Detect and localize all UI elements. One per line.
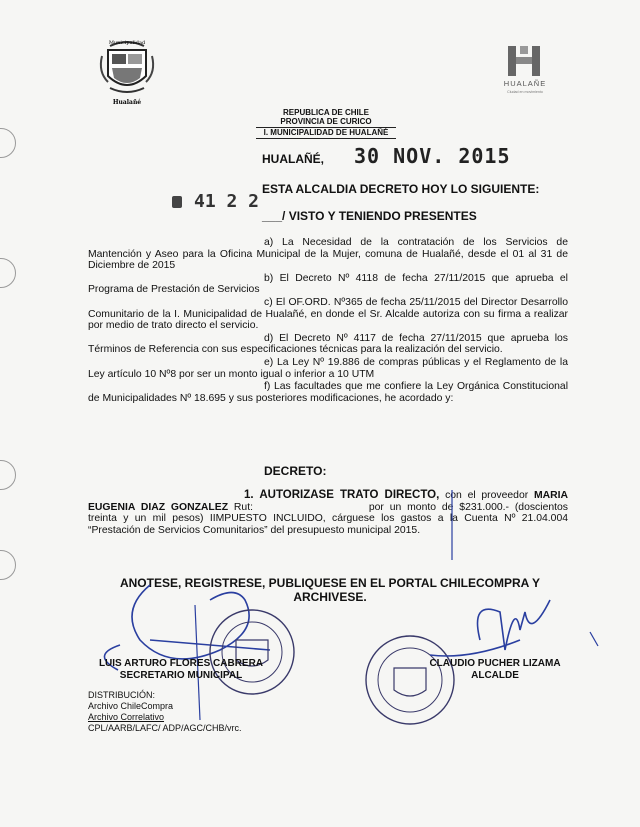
date-stamp: 30 NOV. 2015 <box>354 144 511 168</box>
header-municipality: I. MUNICIPALIDAD DE HUALAÑÉ <box>263 128 389 137</box>
secretario-title: SECRETARIO MUNICIPAL <box>119 670 243 681</box>
date-label: HUALAÑÉ, <box>262 152 324 166</box>
rut-label: Rut: <box>228 501 253 513</box>
alcalde-name: CLAUDIO PUCHER LIZAMA <box>429 658 561 669</box>
consideration-a: a) La Necesidad de la contratación de los Servicios de Mantención y Aseo para la Oficina Municipal de la Mujer, comuna de Hualañé, desde el 01 al 31 de Diciembre de 2015 <box>88 237 568 272</box>
consideration-b: b) El Decreto Nº 4118 de fecha 27/11/2015 que aprueba el Programa de Prestación de Servicios <box>88 272 568 296</box>
right-signature <box>430 600 550 656</box>
header-province: PROVINCIA DE CURICO <box>280 117 372 126</box>
decree-number: 41 2 2 <box>194 191 260 212</box>
svg-text:HUALAÑE: HUALAÑE <box>503 79 547 88</box>
consideration-e: e) La Ley Nº 19.886 de compras públicas y el Reglamento de la Ley artículo 10 Nº8 por ser un monto igual o inferior a 10 UTM <box>88 356 568 380</box>
distribution-list <box>88 690 242 734</box>
provider-name: MARIA EUGENIA DIAZ GONZALEZ <box>88 490 569 513</box>
distribution-item: Archivo Correlativo <box>88 712 165 722</box>
resolution-text-1: con el proveedor <box>439 490 534 501</box>
alcalde-title: ALCALDE <box>471 670 519 681</box>
resolution-number: 1. <box>244 489 254 501</box>
visto-heading: ___/ VISTO Y TENIENDO PRESENTES <box>262 209 477 223</box>
consideration-d: d) El Decreto Nº 4117 de fecha 27/11/2015 que aprueba los Términos de Referencia con sus especificaciones técnicas para la realización del servicio. <box>88 332 568 356</box>
signatory-left <box>96 658 266 682</box>
intro-line: ESTA ALCALDIA DECRETO HOY LO SIGUIENTE: <box>262 182 540 196</box>
resolution-text-2: por un monto de $231.000.- (doscientos treinta y un mil pesos) IIMPUESTO INCLUIDO, cárguese los gastos a la Cuenta Nº 21.04.004 “Prestación de Servicios Comunitarios” del presupuesto municipal 2015. <box>88 501 568 536</box>
decreto-title: DECRETO: <box>264 464 327 478</box>
secretario-name: LUIS ARTURO FLORES CABRERA <box>98 658 264 669</box>
distribution-item: CPL/AARB/LAFC/ ADP/AGC/CHB/vrc. <box>88 723 242 733</box>
header-country: REPUBLICA DE CHILE <box>283 108 369 117</box>
closing-statement: ANOTESE, REGISTRESE, PUBLIQUESE EN EL PORTAL CHILECOMPRA Y ARCHIVESE. <box>119 576 541 604</box>
distribution-item: Archivo ChileCompra <box>88 701 174 711</box>
resolution-heading: AUTORIZASE TRATO DIRECTO, <box>259 489 440 501</box>
signature-stroke <box>590 632 598 646</box>
consideration-c: c) El OF.ORD. Nº365 de fecha 25/11/2015 del Director Desarrollo Comunitario de la I. Municipalidad de Hualañé, en donde el Sr. Alcalde autoriza con su firma a realizar por medio de trato directo el servicio. <box>88 296 568 332</box>
consideration-f: f) Las facultades que me confiere la Ley Orgánica Constitucional de Municipalidades Nº 18.695 y sus posteriores modificaciones, he acordado y: <box>88 381 568 404</box>
svg-text:Hualañé: Hualañé <box>112 99 142 106</box>
distribution-title: DISTRIBUCIÓN: <box>88 690 156 700</box>
svg-text:Ciudad en movimiento: Ciudad en movimiento <box>507 90 543 94</box>
signatory-right <box>420 658 570 682</box>
svg-text:Municipalidad: Municipalidad <box>108 40 146 46</box>
